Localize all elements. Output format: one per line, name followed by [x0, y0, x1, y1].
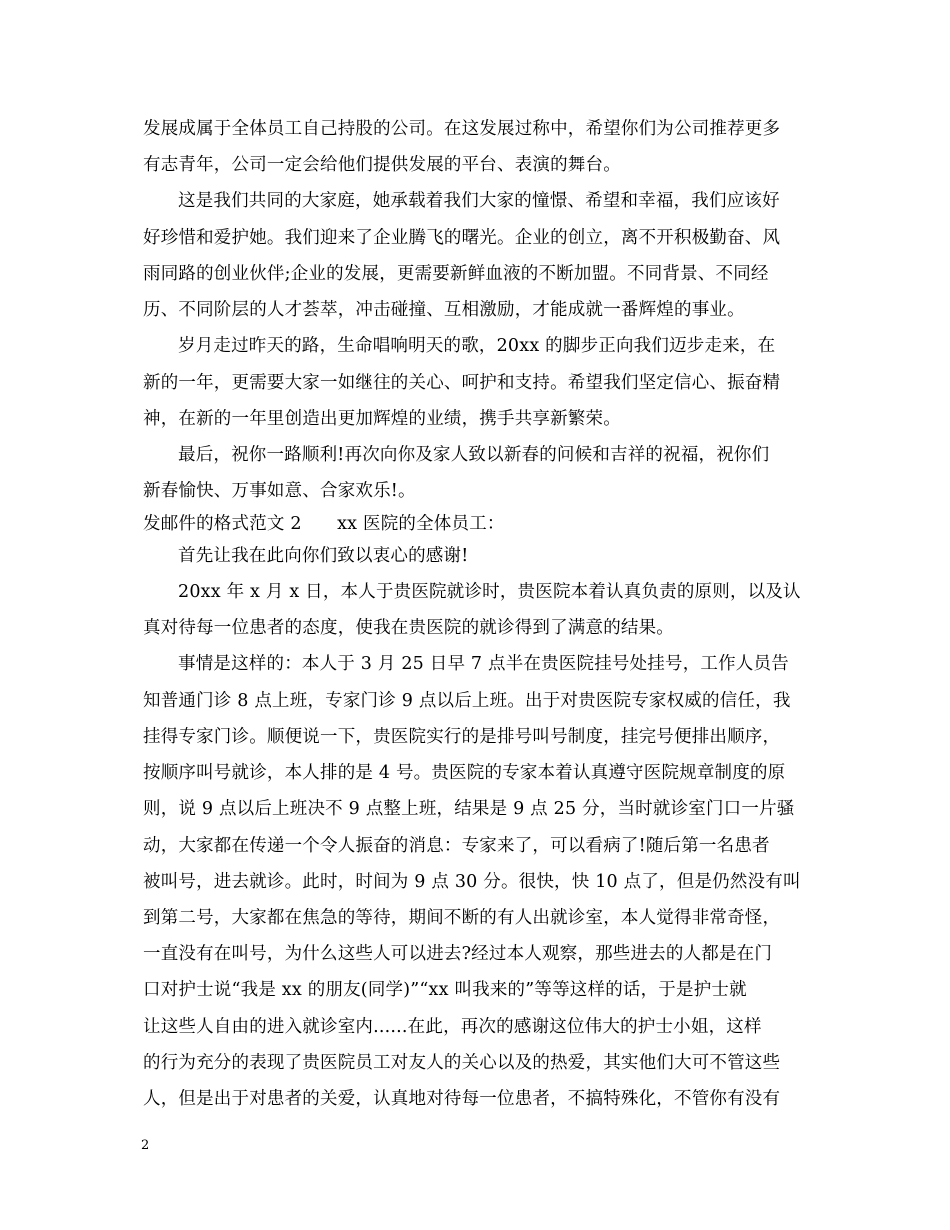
text-line: 一直没有在叫号，为什么这些人可以进去?经过本人观察，那些进去的人都是在门 [143, 944, 773, 964]
text-line: 好珍惜和爱护她。我们迎来了企业腾飞的曙光。企业的创立，离不开积极勤奋、风 [143, 228, 781, 248]
text-line: 挂得专家门诊。顺便说一下，贵医院实行的是排号叫号制度，挂完号便排出顺序， [143, 727, 781, 747]
text-line: 历、不同阶层的人才荟萃，冲击碰撞、互相激励，才能成就一番辉煌的事业。 [143, 300, 745, 320]
text-line: 这是我们共同的大家庭，她承载着我们大家的憧憬、希望和幸福，我们应该好 [178, 191, 780, 211]
text-line: 让这些人自由的进入就诊室内......在此，再次的感谢这位伟大的护士小姐，这样 [143, 1017, 762, 1037]
page-number: 2 [141, 1138, 150, 1153]
text-line: 首先让我在此向你们致以衷心的感谢! [178, 546, 469, 566]
text-line: 20xx 年 x 月 x 日，本人于贵医院就诊时，贵医院本着认真负责的原则，以及认 [178, 582, 801, 602]
text-line: 发展成属于全体员工自己持股的公司。在这发展过称中，希望你们为公司推荐更多 [143, 119, 781, 139]
text-line: 口对护士说“我是 xx 的朋友(同学)”“xx 叫我来的”等等这样的话，于是护士就 [143, 980, 747, 1000]
text-line: 新的一年，更需要大家一如继往的关心、呵护和支持。希望我们坚定信心、振奋精 [143, 373, 781, 393]
text-line: 则，说 9 点以后上班决不 9 点整上班，结果是 9 点 25 分，当时就诊室门口一片骚 [143, 799, 795, 819]
text-line: 最后，祝你一路顺利!再次向你及家人致以新春的问候和吉祥的祝福，祝你们 [178, 445, 770, 465]
text-line: 的行为充分的表现了贵医院员工对友人的关心以及的热爱，其实他们大可不管这些 [143, 1053, 781, 1073]
text-line: 事情是这样的：本人于 3 月 25 日早 7 点半在贵医院挂号处挂号，工作人员告 [178, 654, 789, 674]
text-line: 新春愉快、万事如意、合家欢乐!。 [143, 481, 416, 501]
text-line: 岁月走过昨天的路，生命唱响明天的歌，20xx 的脚步正向我们迈步走来，在 [178, 336, 776, 356]
text-line: 到第二号，大家都在焦急的等待，期间不断的有人出就诊室，本人觉得非常奇怪， [143, 908, 781, 928]
text-line: 知普通门诊 8 点上班，专家门诊 9 点以后上班。出于对贵医院专家权威的信任，我 [143, 691, 791, 711]
text-line: 有志青年，公司一定会给他们提供发展的平台、表演的舞台。 [143, 155, 621, 175]
text-line: 人，但是出于对患者的关爱，认真地对待每一位患者，不搞特殊化，不管你有没有 [143, 1089, 781, 1109]
text-line: 神，在新的一年里创造出更加辉煌的业绩，携手共享新繁荣。 [143, 409, 621, 429]
text-line: 雨同路的创业伙伴;企业的发展，更需要新鲜血液的不断加盟。不同背景、不同经 [143, 264, 769, 284]
text-line: 动，大家都在传递一个令人振奋的消息：专家来了，可以看病了!随后第一名患者 [143, 836, 770, 856]
text-line: 真对待每一位患者的态度，使我在贵医院的就诊得到了满意的结果。 [143, 618, 674, 638]
text-line: 按顺序叫号就诊，本人排的是 4 号。贵医院的专家本着认真遵守医院规章制度的原 [143, 763, 786, 783]
section-heading: 发邮件的格式范文 2 xx 医院的全体员工： [143, 514, 505, 534]
text-line: 被叫号，进去就诊。此时，时间为 9 点 30 分。很快，快 10 点了，但是仍然没有叫 [143, 872, 801, 892]
